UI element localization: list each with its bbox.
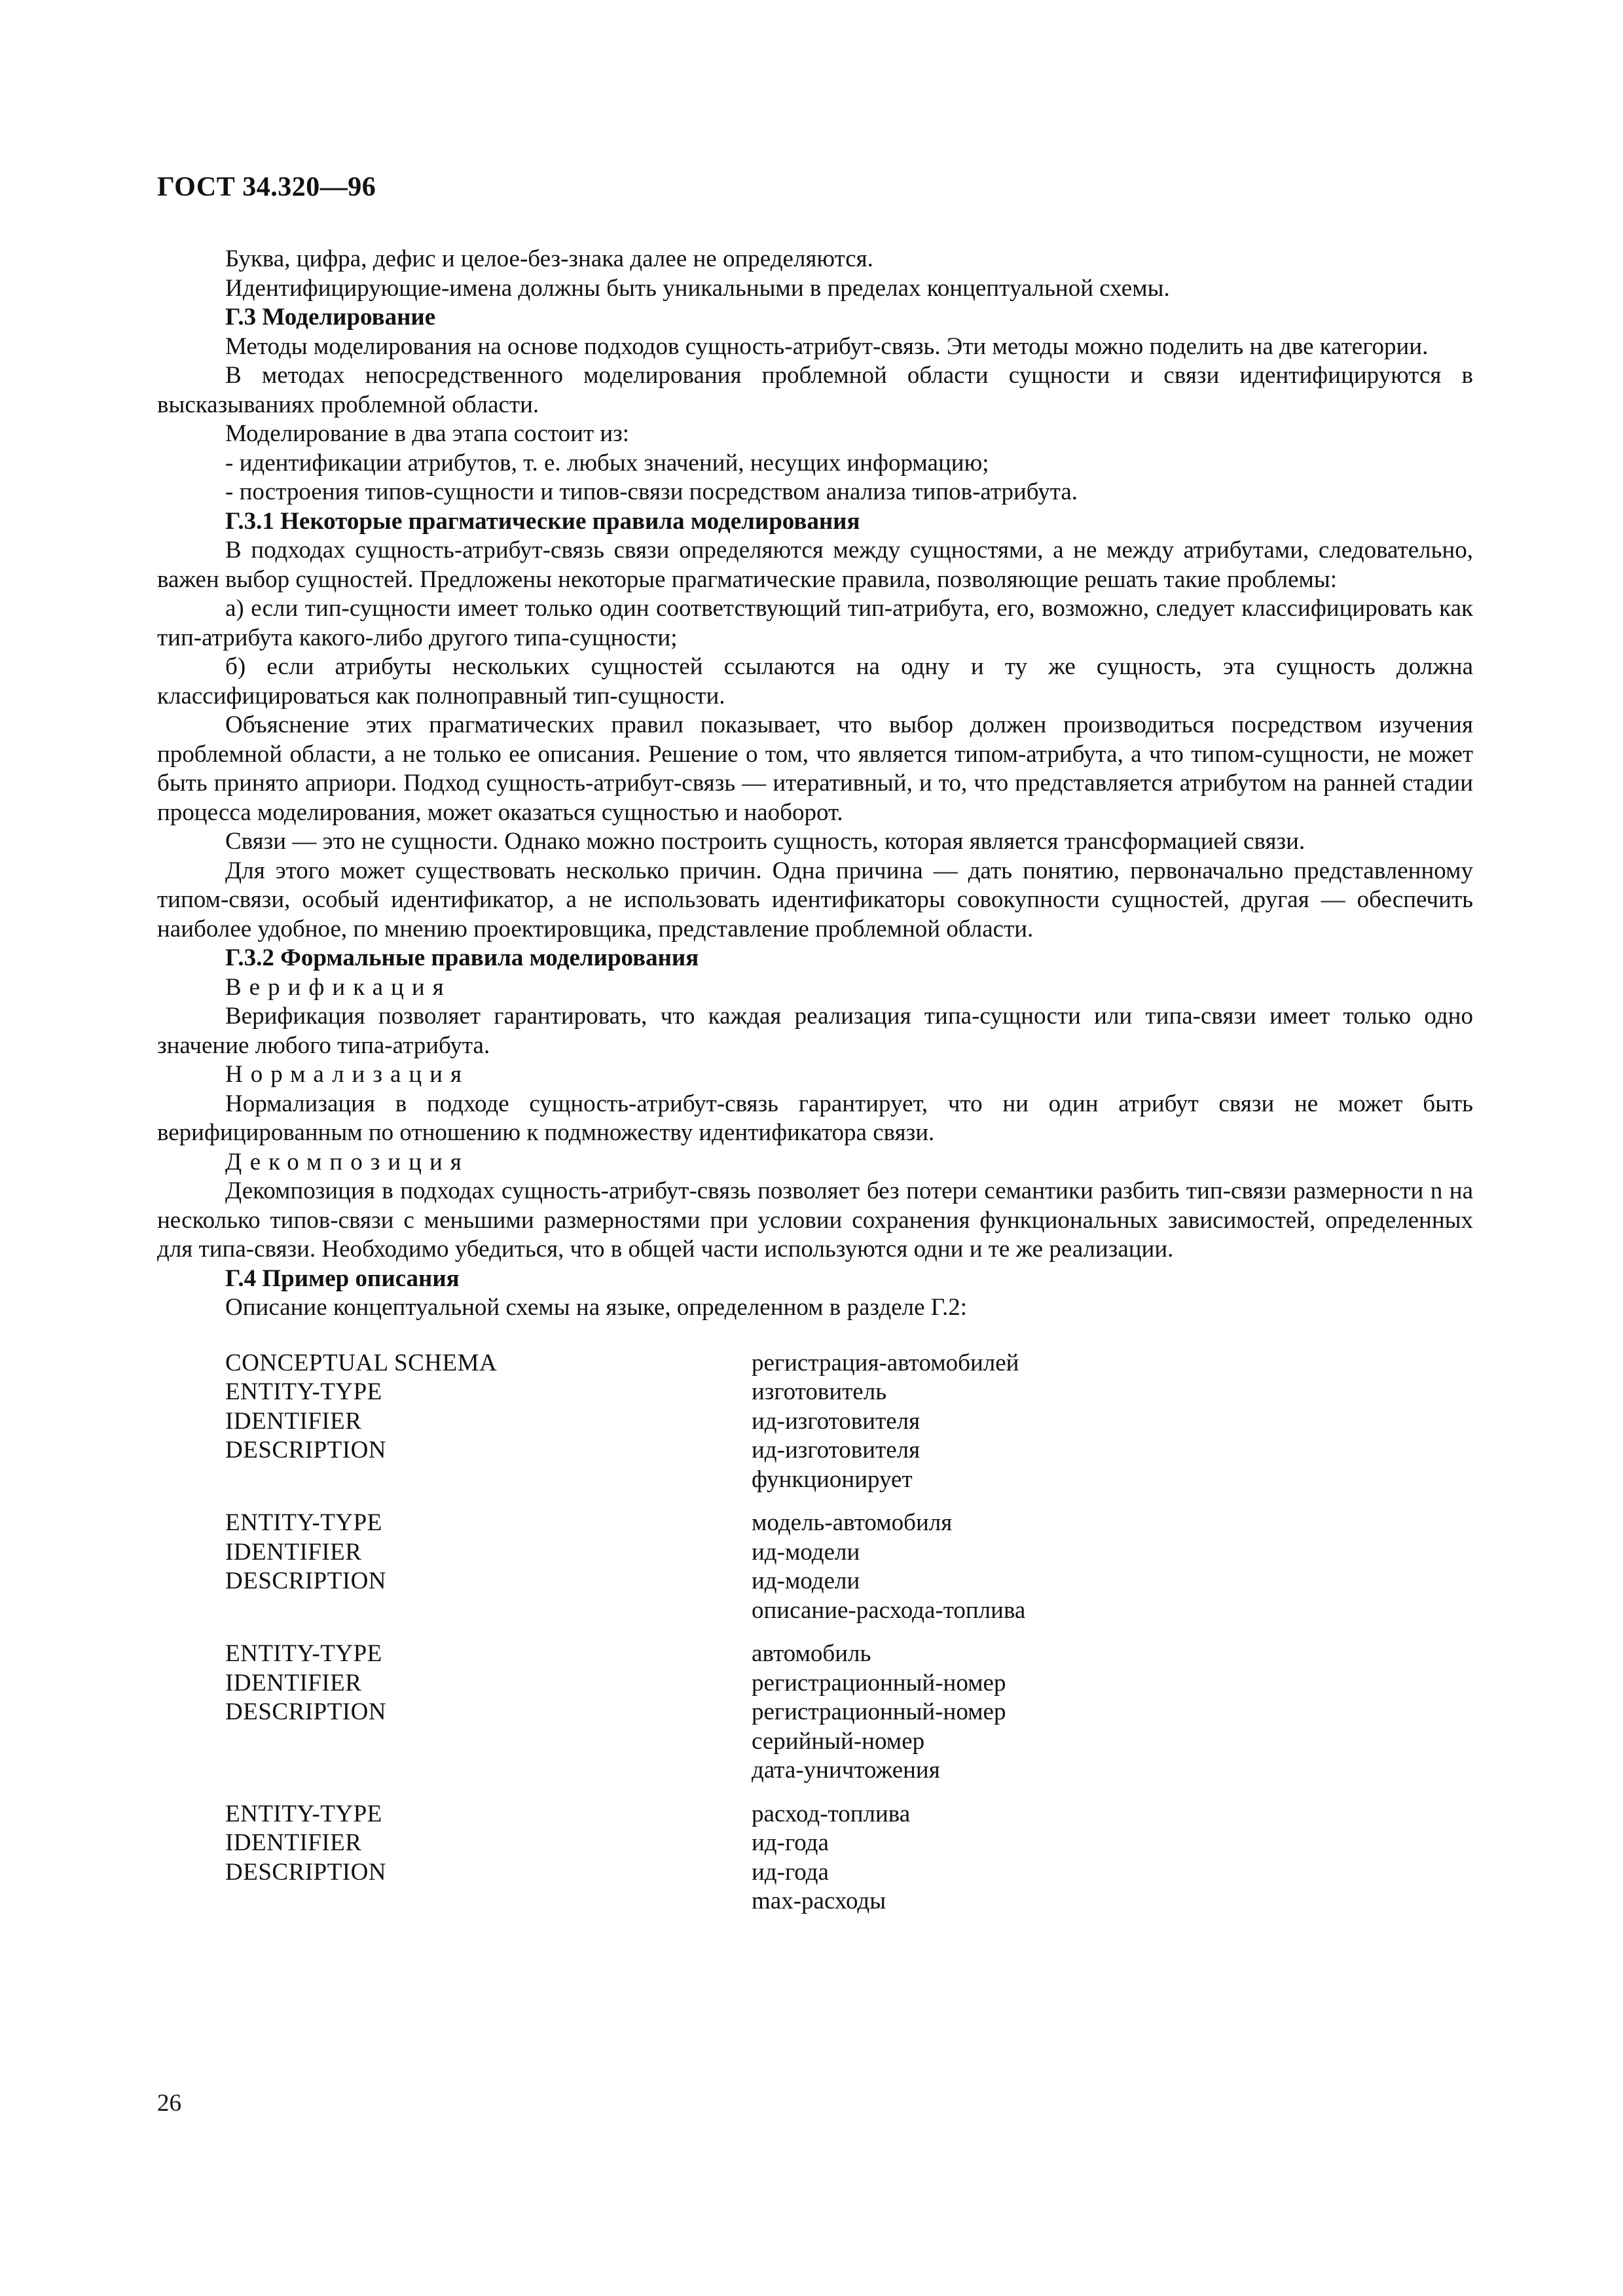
schema-value: регистрационный-номер bbox=[752, 1669, 1006, 1696]
paragraph: Идентифицирующие-имена должны быть уникальными в пределах концептуальной схемы. bbox=[225, 274, 1170, 302]
schema-value: max-расходы bbox=[752, 1888, 886, 1914]
schema-keyword: ENTITY-TYPE bbox=[225, 1378, 382, 1405]
section-heading: Г.3 Моделирование bbox=[225, 304, 436, 331]
paragraph: Буква, цифра, дефис и целое-без-знака далее не определяются. bbox=[225, 245, 873, 272]
schema-group bbox=[225, 1800, 1473, 1916]
section-heading: Г.4 Пример описания bbox=[225, 1265, 460, 1292]
schema-keyword: ENTITY-TYPE bbox=[225, 1509, 382, 1536]
paragraph: В подходах сущность-атрибут-связь связи определяются между сущностями, а не между атрибутами, следовательно, важен выбор сущностей. Предложены некоторые прагматические правила, позволяющие решать такие проблемы: bbox=[157, 537, 1473, 593]
schema-value: регистрация-автомобилей bbox=[752, 1349, 1019, 1376]
schema-keyword: IDENTIFIER bbox=[225, 1669, 362, 1696]
paragraph: Верификация позволяет гарантировать, что каждая реализация типа-сущности или типа-связи имеет только одно значение любого типа-атрибута. bbox=[157, 1003, 1473, 1059]
body-text bbox=[157, 245, 1473, 1931]
paragraph: Методы моделирования на основе подходов сущность-атрибут-связь. Эти методы можно поделить на две категории. bbox=[225, 332, 1429, 360]
schema-value: серийный-номер bbox=[752, 1727, 925, 1755]
list-item: - идентификации атрибутов, т. е. любых значений, несущих информацию; bbox=[225, 449, 989, 476]
schema-keyword: ENTITY-TYPE bbox=[225, 1640, 382, 1667]
paragraph: Декомпозиция в подходах сущность-атрибут-связь позволяет без потери семантики разбить тип-связи размерности n на несколько типов-связи с меньшими размерностями при условии сохранения функциональных зависимостей, определенных для типа-связи. Необходимо убедиться, что в общей части используются одни и те же реализации. bbox=[157, 1177, 1473, 1263]
schema-keyword: ENTITY-TYPE bbox=[225, 1800, 382, 1827]
schema-value: функционирует bbox=[752, 1465, 913, 1493]
schema-group bbox=[225, 1640, 1473, 1785]
list-item: - построения типов-сущности и типов-связи посредством анализа типов-атрибута. bbox=[225, 478, 1078, 505]
schema-group bbox=[225, 1349, 1473, 1495]
page-number: 26 bbox=[157, 2090, 181, 2117]
paragraph: В методах непосредственного моделирования проблемной области сущности и связи идентифицируются в высказываниях проблемной области. bbox=[157, 362, 1473, 418]
schema-keyword: IDENTIFIER bbox=[225, 1829, 362, 1856]
spaced-subheading: Декомпозиция bbox=[225, 1148, 469, 1175]
schema-value: ид-изготовителя bbox=[752, 1407, 921, 1435]
schema-value: ид-изготовителя bbox=[752, 1437, 921, 1463]
paragraph: Для этого может существовать несколько причин. Одна причина — дать понятию, первоначально представленному типом-связи, особый идентификатор, а не использовать идентификаторы совокупности сущностей, другая — обеспечить наиболее удобное, по мнению проектировщика, представление проблемной области. bbox=[157, 857, 1473, 942]
schema-keyword: DESCRIPTION bbox=[225, 1437, 387, 1463]
schema-value: ид-года bbox=[752, 1858, 829, 1886]
paragraph: Нормализация в подходе сущность-атрибут-связь гарантирует, что ни один атрибут связи не может быть верифицированным по отношению к подмножеству идентификатора связи. bbox=[157, 1090, 1473, 1146]
schema-value: ид-модели bbox=[752, 1538, 860, 1566]
spaced-subheading: Верификация bbox=[225, 973, 452, 1001]
paragraph: а) если тип-сущности имеет только один соответствующий тип-атрибута, его, возможно, следует классифицировать как тип-атрибута какого-либо другого типа-сущности; bbox=[157, 595, 1473, 651]
schema-keyword: DESCRIPTION bbox=[225, 1568, 387, 1594]
schema-keyword: DESCRIPTION bbox=[225, 1858, 387, 1886]
paragraph: Моделирование в два этапа состоит из: bbox=[225, 420, 630, 447]
schema-value: ид-модели bbox=[752, 1568, 860, 1594]
spaced-subheading: Нормализация bbox=[225, 1061, 469, 1088]
paragraph: Объяснение этих прагматических правил показывает, что выбор должен производиться посредством изучения проблемной области, а не только ее описания. Решение о том, что является типом-атрибута, а что типом-сущности, не может быть принято априори. Подход сущность-атрибут-связь — итеративный, и то, что представляется атрибутом на ранней стадии процесса моделирования, может оказаться сущностью и наоборот. bbox=[157, 711, 1473, 826]
schema-value: изготовитель bbox=[752, 1378, 887, 1405]
paragraph: Связи — это не сущности. Однако можно построить сущность, которая является трансформацией связи. bbox=[225, 828, 1305, 855]
schema-value: описание-расхода-топлива bbox=[752, 1596, 1026, 1624]
schema-listing bbox=[225, 1349, 1473, 1916]
schema-keyword: DESCRIPTION bbox=[225, 1698, 387, 1725]
standard-header: ГОСТ 34.320—96 bbox=[157, 172, 376, 202]
schema-value: дата-уничтожения bbox=[752, 1757, 940, 1784]
schema-value: автомобиль bbox=[752, 1640, 871, 1667]
schema-value: регистрационный-номер bbox=[752, 1698, 1006, 1725]
schema-value: модель-автомобиля bbox=[752, 1509, 953, 1536]
schema-keyword: IDENTIFIER bbox=[225, 1407, 362, 1435]
paragraph: Описание концептуальной схемы на языке, определенном в разделе Г.2: bbox=[225, 1294, 967, 1321]
schema-keyword: IDENTIFIER bbox=[225, 1538, 362, 1566]
paragraph: б) если атрибуты нескольких сущностей ссылаются на одну и ту же сущность, эта сущность должна классифицироваться как полноправный тип-сущности. bbox=[157, 653, 1473, 709]
schema-value: ид-года bbox=[752, 1829, 829, 1856]
section-heading: Г.3.1 Некоторые прагматические правила моделирования bbox=[225, 507, 860, 535]
schema-value: расход-топлива bbox=[752, 1800, 911, 1827]
schema-group bbox=[225, 1509, 1473, 1625]
section-heading: Г.3.2 Формальные правила моделирования bbox=[225, 944, 699, 971]
schema-keyword: CONCEPTUAL SCHEMA bbox=[225, 1349, 498, 1376]
